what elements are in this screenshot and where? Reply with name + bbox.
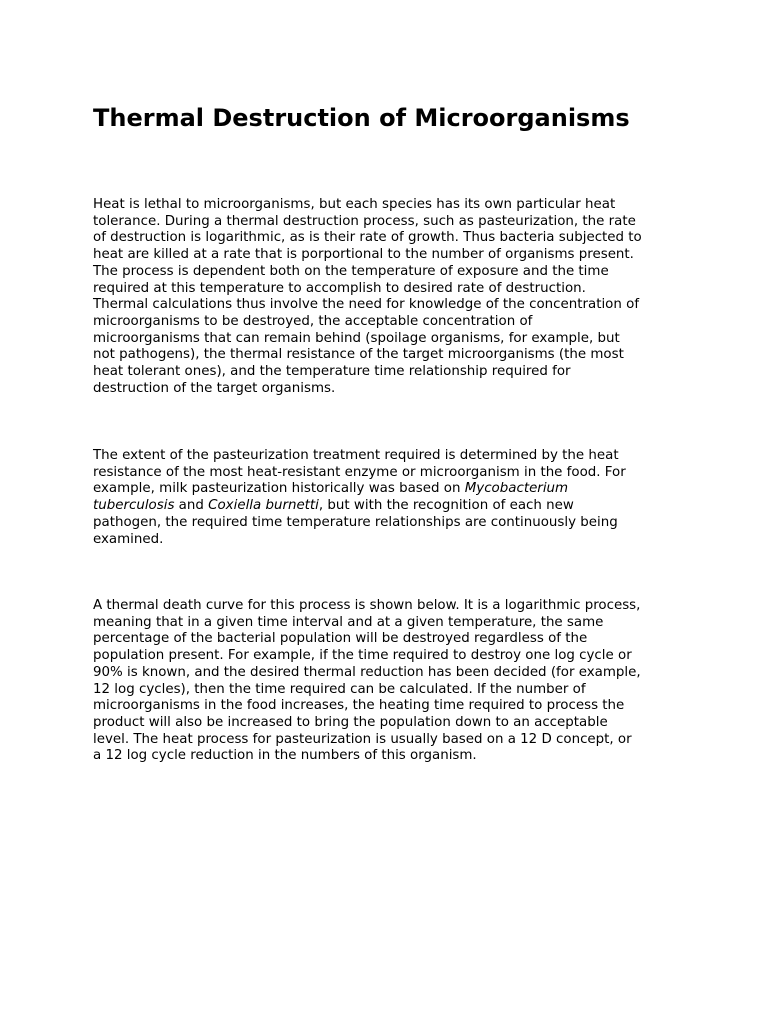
- paragraph-line: 90% is known, and the desired thermal reduction has been decided (for example,: [93, 664, 641, 680]
- paragraph-line: A thermal death curve for this process is shown below. It is a logarithmic process,: [93, 598, 641, 613]
- paragraph-line: product will also be increased to bring the population down to an acceptable: [93, 714, 608, 730]
- paragraph-line: a 12 log cycle reduction in the numbers of this organism.: [93, 748, 477, 764]
- paragraph-line: of destruction is logarithmic, as is their rate of growth. Thus bacteria subjected to: [93, 230, 642, 246]
- paragraph-line: [93, 498, 683, 515]
- paragraph-thermal-death-curve: [93, 598, 683, 765]
- paragraph-line: percentage of the bacterial population will be destroyed regardless of the: [93, 631, 588, 647]
- paragraph-line: destruction of the target organisms.: [93, 380, 336, 396]
- paragraph-line: pathogen, the required time temperature relationships are continuously being: [93, 514, 618, 530]
- paragraph-heat-lethality: [93, 197, 683, 397]
- line-text: and: [174, 498, 209, 514]
- paragraph-line: resistance of the most heat-resistant enzyme or microorganism in the food. For: [93, 464, 626, 480]
- paragraph-line: [93, 481, 683, 498]
- paragraph-line: heat are killed at a rate that is porportional to the number of organisms present.: [93, 247, 634, 263]
- paragraph-line: required at this temperature to accomplish to desired rate of destruction.: [93, 280, 586, 296]
- paragraph-pasteurization-extent: [93, 448, 683, 548]
- paragraph-line: not pathogens), the thermal resistance of the target microorganisms (the most: [93, 347, 624, 363]
- paragraph-line: The process is dependent both on the temperature of exposure and the time: [93, 263, 609, 279]
- paragraph-line: microorganisms that can remain behind (spoilage organisms, for example, but: [93, 330, 620, 346]
- organism-name-coxiella: Coxiella burnetti: [208, 498, 319, 514]
- paragraph-line: microorganisms in the food increases, the heating time required to process the: [93, 698, 625, 714]
- line-text: , but with the recognition of each new: [318, 498, 574, 514]
- paragraph-line: meaning that in a given time interval and at a given temperature, the same: [93, 614, 604, 630]
- organism-name-tuberculosis: tuberculosis: [93, 498, 175, 514]
- paragraph-line: Thermal calculations thus involve the need for knowledge of the concentration of: [93, 297, 640, 313]
- paragraph-line: tolerance. During a thermal destruction process, such as pasteurization, the rate: [93, 213, 636, 229]
- organism-name-mycobacterium: Mycobacterium: [464, 481, 569, 497]
- paragraph-line: The extent of the pasteurization treatment required is determined by the heat: [93, 448, 619, 463]
- paragraph-line: examined.: [93, 531, 164, 547]
- paragraph-line: microorganisms to be destroyed, the acceptable concentration of: [93, 313, 533, 329]
- document-title: Thermal Destruction of Microorganisms: [93, 104, 630, 132]
- paragraph-line: population present. For example, if the time required to destroy one log cycle or: [93, 648, 632, 664]
- paragraph-line: heat tolerant ones), and the temperature time relationship required for: [93, 364, 571, 380]
- line-text: example, milk pasteurization historically was based on: [93, 481, 465, 497]
- paragraph-line: 12 log cycles), then the time required can be calculated. If the number of: [93, 681, 586, 697]
- paragraph-line: Heat is lethal to microorganisms, but each species has its own particular heat: [93, 197, 616, 212]
- paragraph-line: level. The heat process for pasteurization is usually based on a 12 D concept, or: [93, 731, 632, 747]
